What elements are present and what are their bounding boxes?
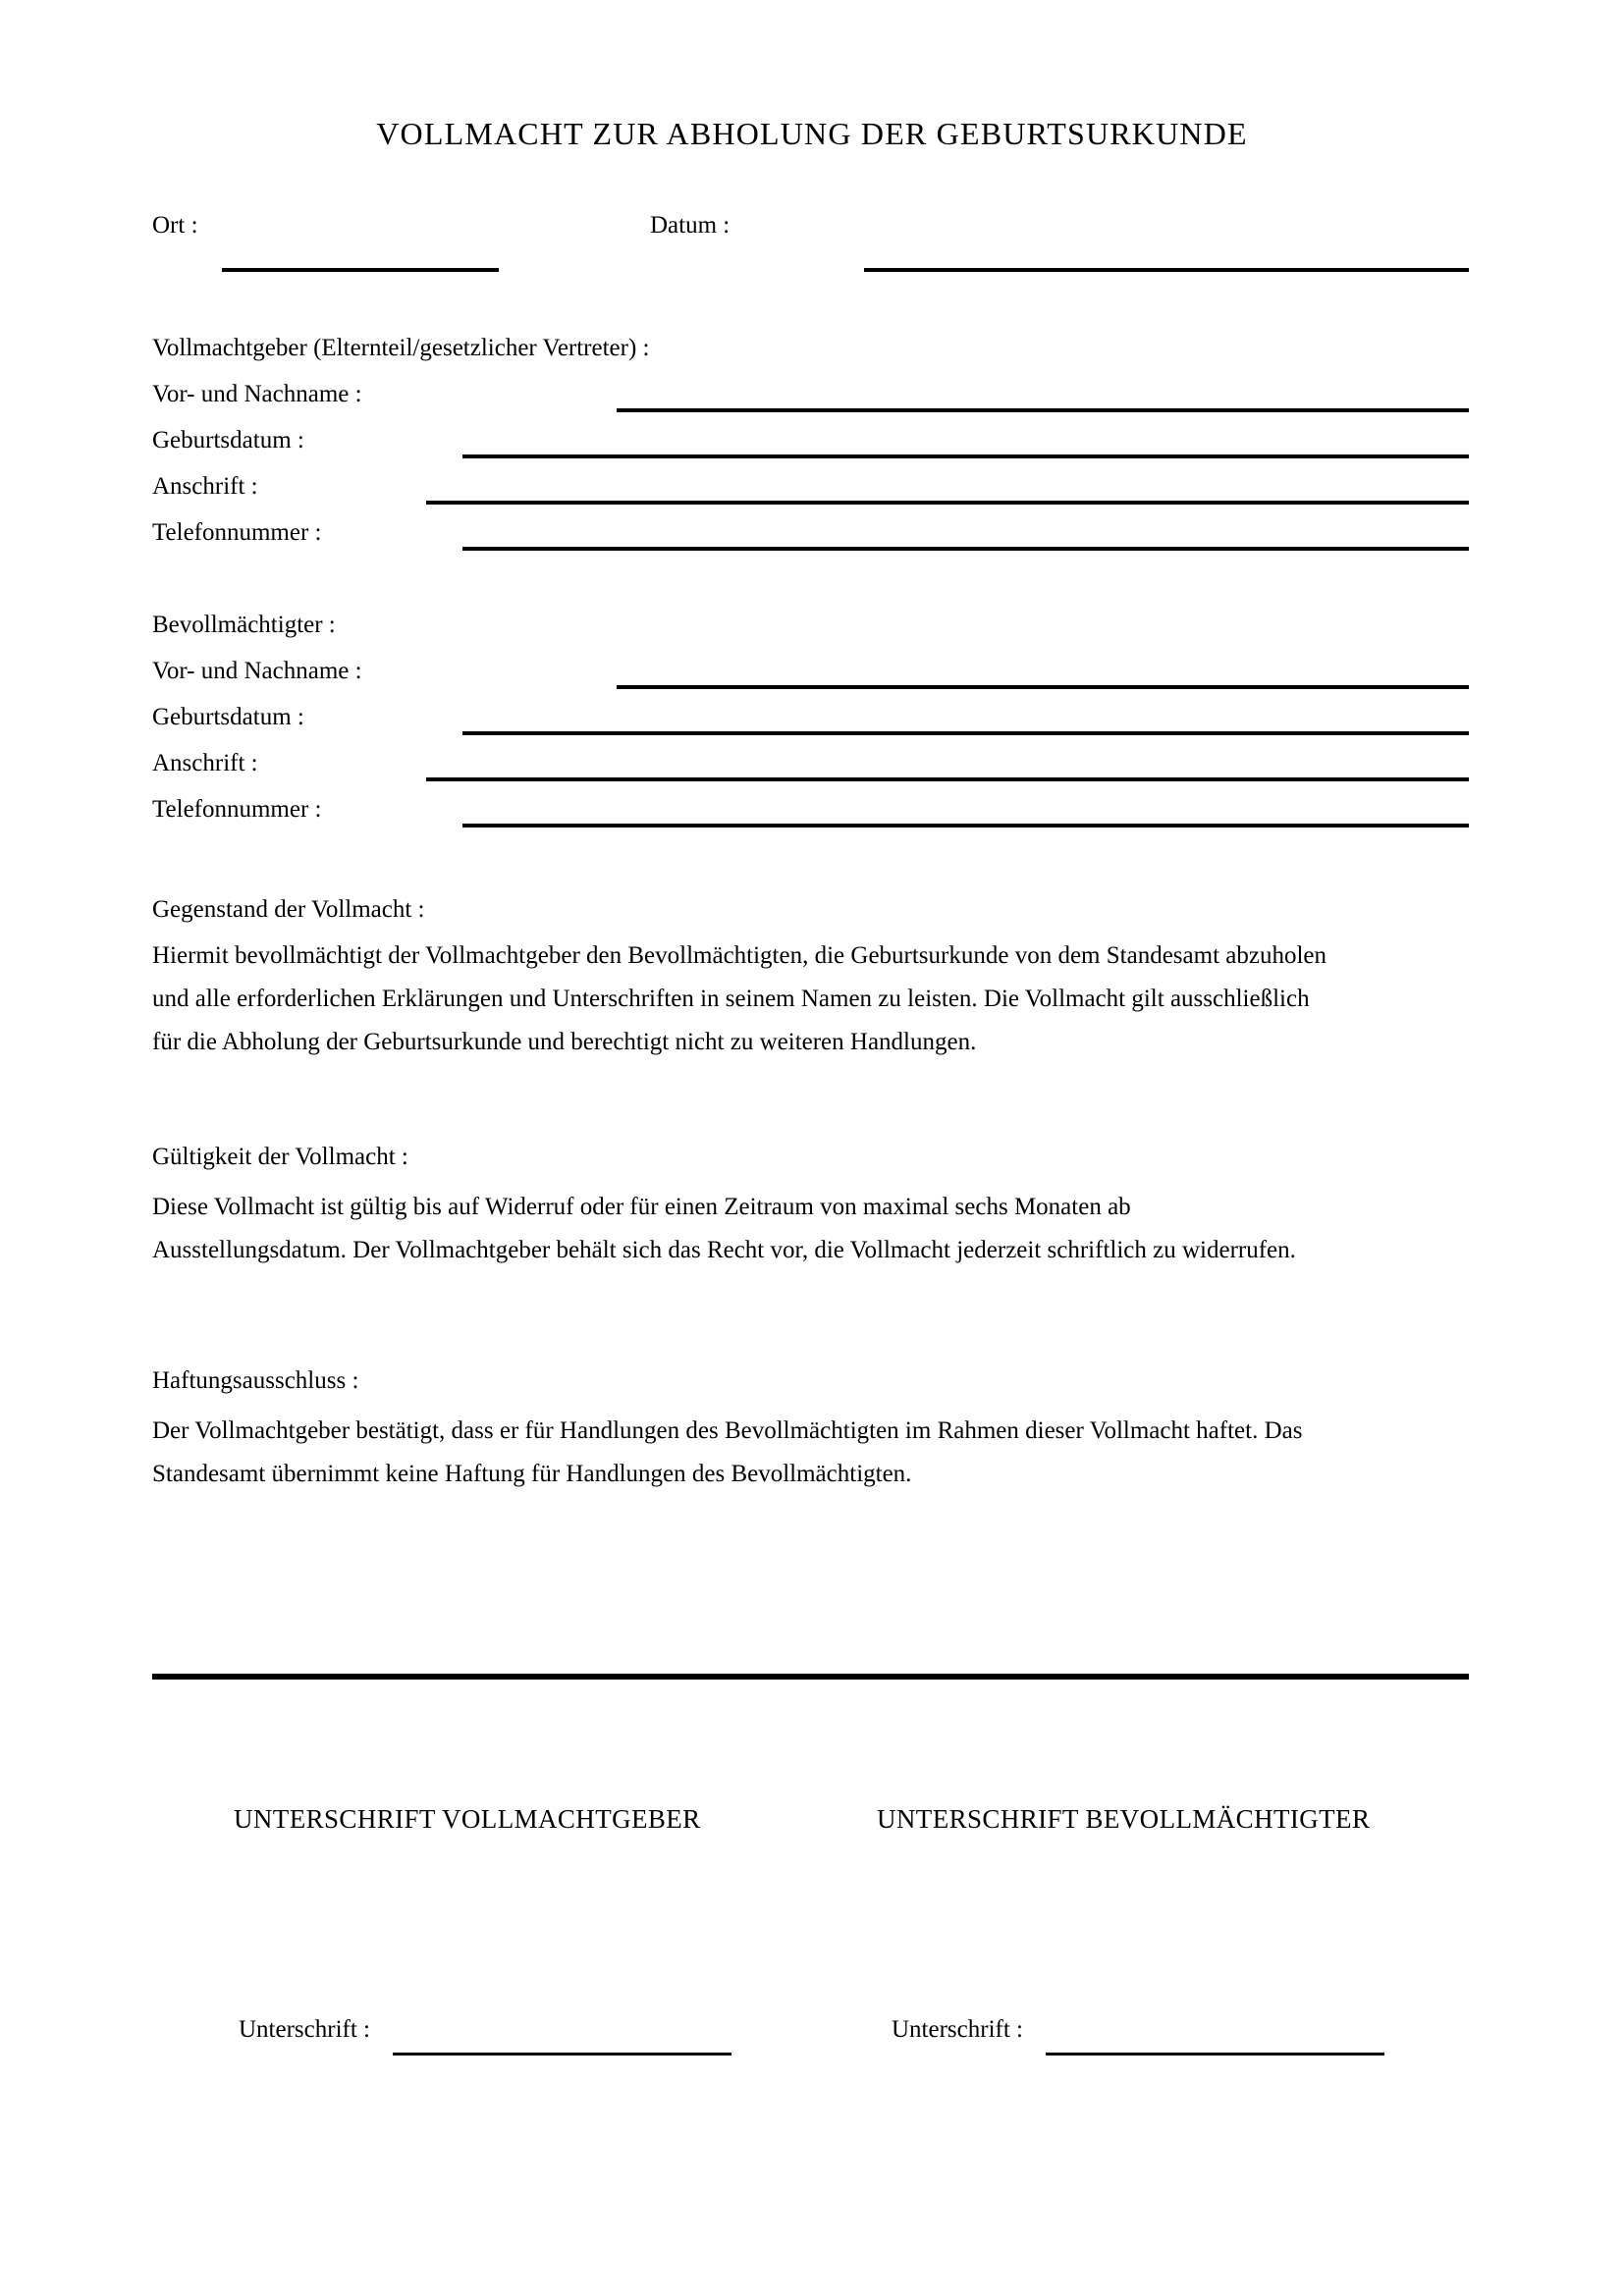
attorney-birthdate-input-line[interactable] [462,731,1469,735]
attorney-fullname-label: Vor- und Nachname : [152,658,362,684]
grantor-phone-input-line[interactable] [462,547,1469,551]
grantor-address-input-line[interactable] [426,501,1469,505]
grantor-birthdate-input-line[interactable] [462,454,1469,458]
purpose-line-1: Hiermit bevollmächtigt der Vollmachtgeber den Bevollmächtigten, die Geburtsurkunde von dem Standesamt abzuholen [152,942,1326,969]
place-input-line[interactable] [222,268,499,272]
signature-label-grantor: Unterschrift : [239,2016,370,2043]
attorney-section-heading: Bevollmächtigter : [152,612,336,638]
attorney-fullname-input-line[interactable] [617,685,1469,689]
validity-section-heading: Gültigkeit der Vollmacht : [152,1144,408,1170]
validity-line-2: Ausstellungsdatum. Der Vollmachtgeber behält sich das Recht vor, die Vollmacht jederzeit schriftlich zu widerrufen. [152,1237,1296,1263]
attorney-address-input-line[interactable] [426,777,1469,781]
validity-line-1: Diese Vollmacht ist gültig bis auf Widerruf oder für einen Zeitraum von maximal sechs Monaten ab [152,1194,1131,1220]
attorney-birthdate-label: Geburtsdatum : [152,704,304,730]
purpose-line-2: und alle erforderlichen Erklärungen und Unterschriften in seinem Namen zu leisten. Die Vollmacht gilt ausschließlich [152,986,1310,1012]
signature-heading-attorney: UNTERSCHRIFT BEVOLLMÄCHTIGTER [877,1804,1371,1834]
grantor-address-label: Anschrift : [152,473,258,500]
grantor-birthdate-label: Geburtsdatum : [152,427,304,454]
signature-label-attorney: Unterschrift : [892,2016,1023,2043]
signature-heading-grantor: UNTERSCHRIFT VOLLMACHTGEBER [234,1804,701,1834]
grantor-section-heading: Vollmachtgeber (Elternteil/gesetzlicher Vertreter) : [152,335,650,361]
attorney-address-label: Anschrift : [152,750,258,776]
signature-separator-rule [152,1674,1469,1680]
purpose-line-3: für die Abholung der Geburtsurkunde und berechtigt nicht zu weiteren Handlungen. [152,1029,977,1055]
grantor-fullname-label: Vor- und Nachname : [152,381,362,407]
purpose-section-heading: Gegenstand der Vollmacht : [152,896,425,923]
signature-input-line-attorney[interactable] [1046,2053,1384,2056]
liability-line-2: Standesamt übernimmt keine Haftung für Handlungen des Bevollmächtigten. [152,1461,912,1487]
attorney-phone-label: Telefonnummer : [152,796,322,823]
grantor-fullname-input-line[interactable] [617,408,1469,412]
signature-input-line-grantor[interactable] [393,2053,731,2056]
place-label: Ort : [152,212,198,239]
grantor-phone-label: Telefonnummer : [152,519,322,546]
date-input-line[interactable] [864,268,1469,272]
attorney-phone-input-line[interactable] [462,824,1469,828]
liability-line-1: Der Vollmachtgeber bestätigt, dass er für Handlungen des Bevollmächtigten im Rahmen dieser Vollmacht haftet. Das [152,1417,1303,1444]
page-title: VOLLMACHT ZUR ABHOLUNG DER GEBURTSURKUNDE [376,116,1248,151]
date-label: Datum : [650,212,731,239]
liability-section-heading: Haftungsausschluss : [152,1367,359,1394]
